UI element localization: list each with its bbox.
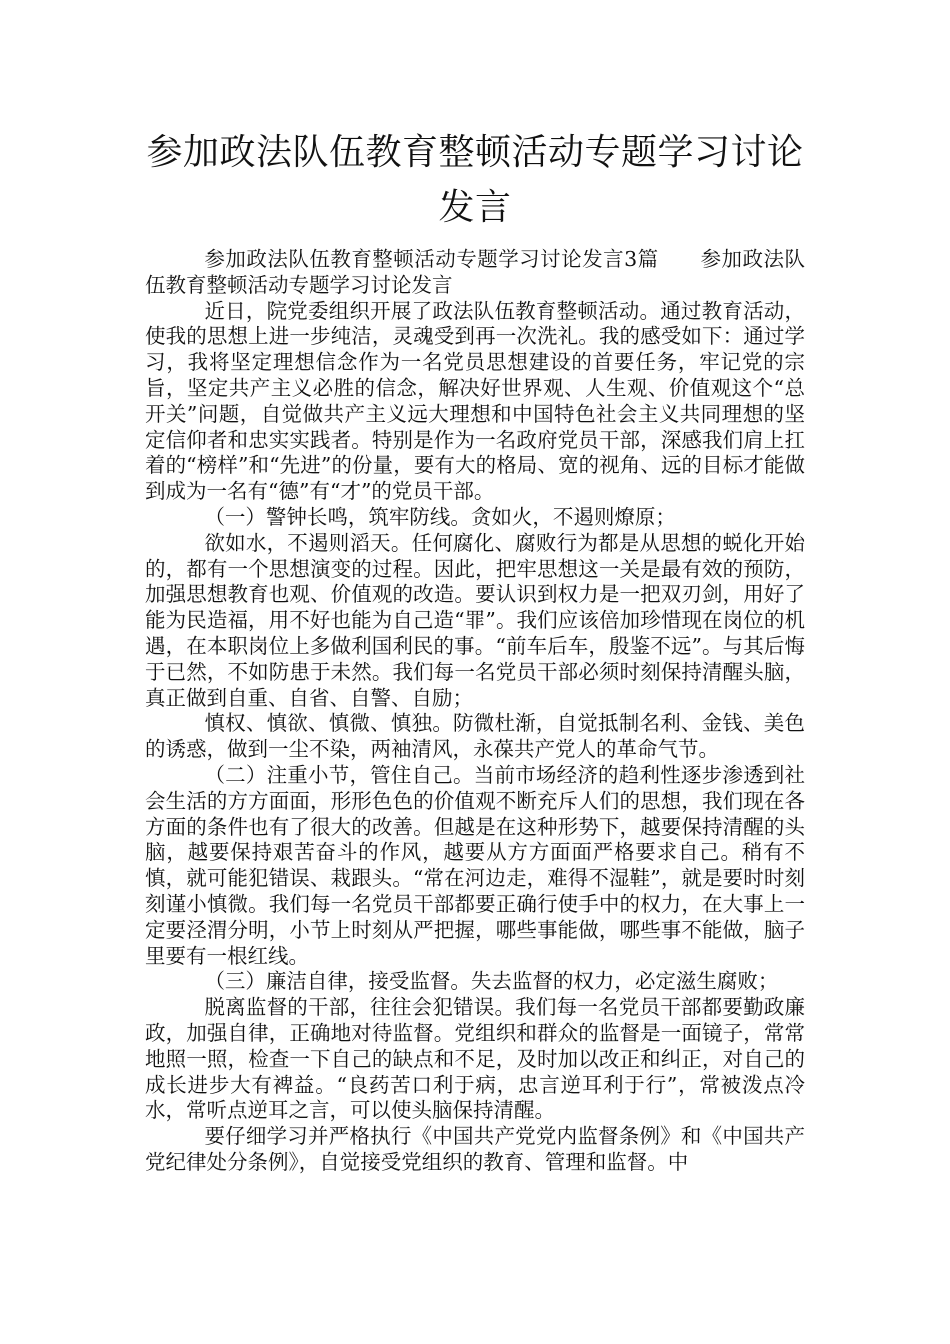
paragraph: （一）警钟长鸣，筑牢防线。贪如火，不遏则燎原；: [204, 504, 676, 529]
document-title: 参加政法队伍教育整顿活动专题学习讨论发言: [146, 132, 804, 228]
paragraph: 近日，院党委组织开展了政法队伍教育整顿活动。通过教育活动，使我的思想上进一步纯洁，灵魂受到再一次洗礼。我的感受如下：通过学习，我将坚定理想信念作为一名党员思想建设的首要任务，牢记党的宗旨，坚定共产主义必胜的信念，解决好世界观、人生观、价值观这个“总开关”问题，自觉做共产主义远大理想和中国特色社会主义共同理想的坚定信仰者和忠实实践者。特别是作为一名政府党员干部，深感我们肩上扛着的“榜样”和“先进”的份量，要有大的格局、宽的视角、远的目标才能做到成为一名有“德”有“才”的党员干部。: [145, 298, 805, 504]
document-body: [145, 247, 805, 1176]
paragraph: 脱离监督的干部，往往会犯错误。我们每一名党员干部都要勤政廉政，加强自律，正确地对待监督。党组织和群众的监督是一面镜子，常常地照一照，检查一下自己的缺点和不足，及时加以改正和纠正，对自己的成长进步大有裨益。“良药苦口利于病，忠言逆耳利于行”，常被泼点冷水，常听点逆耳之言，可以使头脑保持清醒。: [145, 995, 805, 1123]
paragraph: 欲如水，不遏则滔天。任何腐化、腐败行为都是从思想的蜕化开始的，都有一个思想演变的过程。因此，把牢思想这一关是最有效的预防，加强思想教育也观、价值观的改造。要认识到权力是一把双刃剑，用好了能为民造福，用不好也能为自己造“罪”。我们应该倍加珍惜现在岗位的机遇，在本职岗位上多做利国利民的事。“前车后车，殷鉴不远”。与其后悔于已然，不如防患于未然。我们每一名党员干部必须时刻保持清醒头脑，真正做到自重、自省、自警、自励；: [145, 530, 805, 710]
paragraph: 要仔细学习并严格执行《中国共产党党内监督条例》和《中国共产党纪律处分条例》，自觉接受党组织的教育、管理和监督。中: [145, 1124, 805, 1174]
paragraph: 慎权、慎欲、慎微、慎独。防微杜渐，自觉抵制名利、金钱、美色的诱惑，做到一尘不染，两袖清风，永葆共产党人的革命气节。: [145, 711, 805, 762]
paragraph: 参加政法队伍教育整顿活动专题学习讨论发言3篇 参加政法队伍教育整顿活动专题学习讨论发言: [145, 247, 805, 297]
paragraph: （三）廉洁自律，接受监督。失去监督的权力，必定滋生腐败；: [204, 969, 779, 994]
paragraph: （二）注重小节，管住自己。当前市场经济的趋利性逐步渗透到社会生活的方方面面，形形色色的价值观不断充斥人们的思想，我们现在各方面的条件也有了很大的改善。但越是在这种形势下，越要保持清醒的头脑，越要保持艰苦奋斗的作风，越要从方方面面严格要求自己。稍有不慎，就可能犯错误、栽跟头。“常在河边走，难得不湿鞋”，就是要时时刻刻谨小慎微。我们每一名党员干部都要正确行使手中的权力，在大事上一定要泾渭分明，小节上时刻从严把握，哪些事能做，哪些事不能做，脑子里要有一根红线。: [145, 762, 805, 968]
